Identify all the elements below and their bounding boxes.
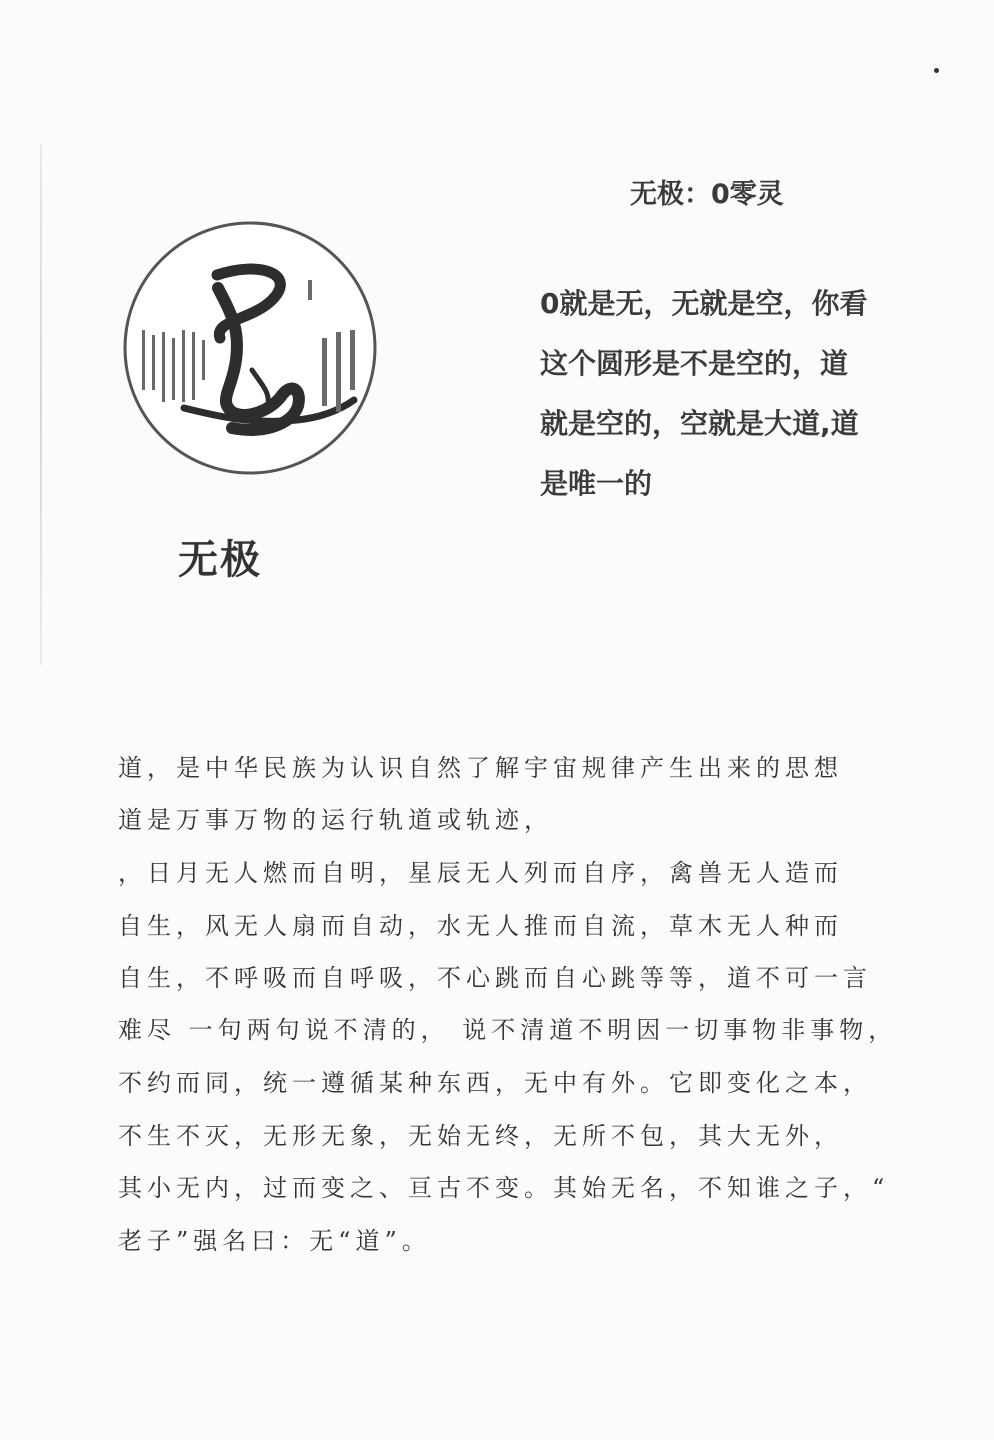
body-line: 其小无内，过而变之、亘古不变。其始无名，不知谁之子，“ (118, 1174, 890, 1202)
body-line: 不生不灭，无形无象，无始无终，无所不包，其大无外， (118, 1122, 843, 1150)
body-line: 老子”强名曰：无“道”。 (118, 1227, 431, 1255)
side-paragraph (540, 274, 910, 514)
body-line: 自生，风无人扇而自动，水无人推而自流，草木无人种而 (118, 912, 843, 940)
body-line: 难尽 一句两句说不清的， 说不清道不明因一切事物非事物， (118, 1016, 898, 1044)
body-line: 不约而同，统一遵循某种东西，无中有外。它即变化之本， (118, 1069, 872, 1097)
emblem-caption: 无极 (178, 537, 262, 583)
body-line: ，日月无人燃而自明，星辰无人列而自序，禽兽无人造而 (118, 859, 843, 887)
body-line: 道是万事万物的运行轨道或轨迹， (118, 806, 553, 834)
side-line: 这个圆形是不是空的，道 (540, 347, 849, 380)
side-line: 就是空的，空就是大道,道 (540, 407, 859, 440)
scan-speck (934, 68, 939, 73)
side-line: 0就是无，无就是空，你看 (540, 287, 868, 320)
dao-calligraphy-emblem-icon (122, 220, 378, 476)
section-title: 无极：0零灵 (630, 179, 784, 210)
body-line: 道，是中华民族为认识自然了解宇宙规律产生出来的思想 (118, 754, 843, 782)
emblem-circle (122, 220, 378, 476)
side-line: 是唯一的 (540, 467, 653, 500)
scan-edge-line (40, 145, 42, 665)
body-line: 自生，不呼吸而自呼吸，不心跳而自心跳等等，道不可一言 (118, 964, 872, 992)
